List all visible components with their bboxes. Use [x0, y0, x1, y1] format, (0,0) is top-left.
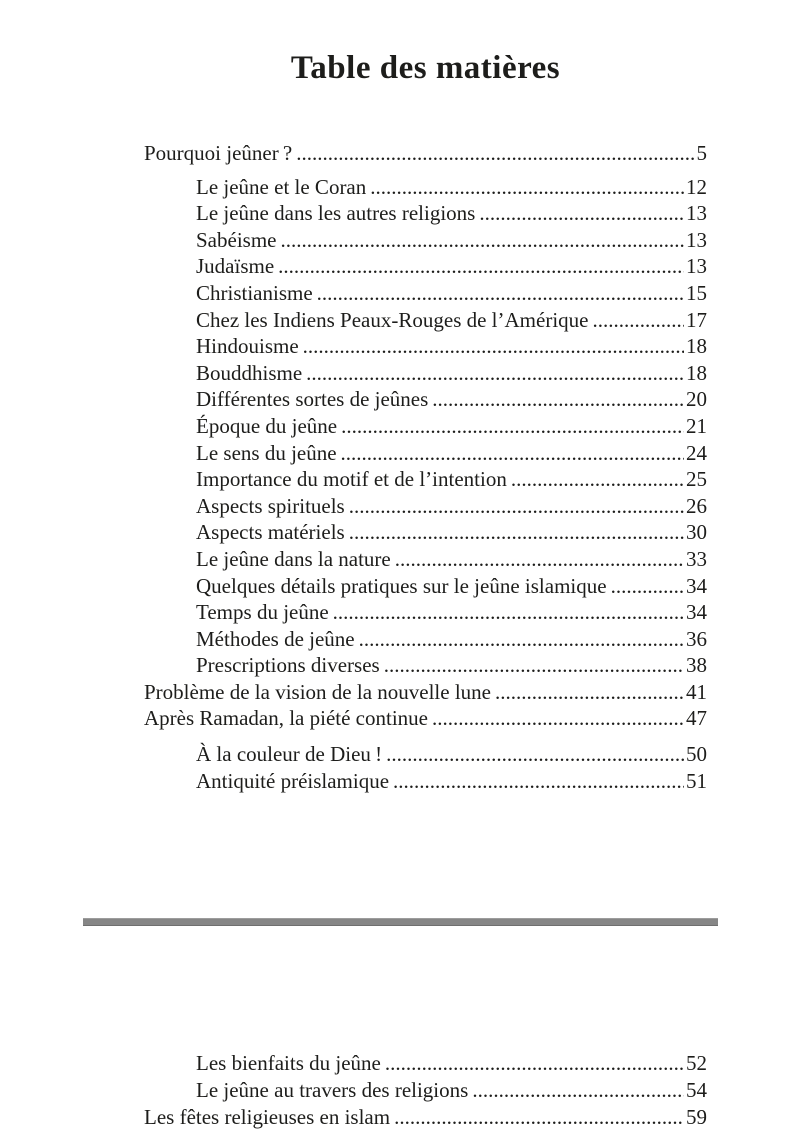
- toc-entry-page: 18: [686, 334, 707, 359]
- toc-entry-label: À la couleur de Dieu !: [196, 742, 383, 767]
- toc-entry-label: Époque du jeûne: [196, 413, 338, 438]
- toc-entry: [144, 360, 707, 387]
- toc-entry-label: Les bienfaits du jeûne: [196, 1051, 381, 1075]
- toc-entry-page: 41: [686, 679, 707, 704]
- dot-leader: [278, 253, 684, 280]
- toc-entry-page: 50: [686, 742, 707, 767]
- dot-leader: [341, 413, 684, 440]
- section-divider: [83, 918, 718, 926]
- toc-entry-label: Quelques détails pratiques sur le jeûne islamique: [196, 573, 607, 598]
- toc-entry: [144, 227, 707, 254]
- toc-entry-page: 13: [686, 254, 707, 279]
- toc-entry: [144, 440, 707, 467]
- toc-entry-page: 54: [686, 1078, 707, 1102]
- toc-entry-label: Le jeûne dans la nature: [196, 546, 391, 571]
- toc-entry-label: Hindouisme: [196, 334, 299, 359]
- toc-entry-page: 59: [686, 1105, 707, 1129]
- toc-entry-label: Le jeûne dans les autres religions: [196, 201, 476, 226]
- toc-entry: [144, 413, 707, 440]
- toc-entry-label: Après Ramadan, la piété continue: [144, 706, 428, 731]
- toc-entry-page: 26: [686, 493, 707, 518]
- toc-entry: [144, 599, 707, 626]
- toc-entry: [144, 307, 707, 334]
- dot-leader: [333, 599, 684, 626]
- toc-entry-page: 25: [686, 467, 707, 492]
- toc-entry-label: Sabéisme: [196, 227, 277, 252]
- dot-leader: [592, 307, 684, 334]
- toc-entry: [144, 253, 707, 280]
- toc-entry: [144, 1104, 707, 1131]
- toc-entry-label: Différentes sortes de jeûnes: [196, 387, 429, 412]
- toc-entry-page: 17: [686, 307, 707, 332]
- dot-leader: [393, 768, 684, 795]
- toc-entry: [144, 573, 707, 600]
- toc-entry-page: 34: [686, 573, 707, 598]
- dot-leader: [317, 280, 684, 307]
- toc-entry-page: 24: [686, 440, 707, 465]
- toc-entry-label: Prescriptions diverses: [196, 653, 380, 678]
- toc-entry-label: Pourquoi jeûner ?: [144, 141, 293, 165]
- dot-leader: [349, 519, 684, 546]
- toc-entry: [144, 200, 707, 227]
- toc-entry: [144, 280, 707, 307]
- dot-leader: [384, 652, 684, 679]
- toc-entry-label: Bouddhisme: [196, 360, 303, 385]
- toc-entry-label: Aspects matériels: [196, 520, 345, 545]
- dot-leader: [386, 741, 684, 768]
- toc-entry: [144, 174, 707, 201]
- toc-entry-label: Le sens du jeûne: [196, 440, 337, 465]
- toc-entry-page: 18: [686, 360, 707, 385]
- toc-entry: [144, 546, 707, 573]
- toc-entry-page: 38: [686, 653, 707, 678]
- dot-leader: [479, 200, 684, 227]
- dot-leader: [303, 333, 684, 360]
- toc-entry-page: 30: [686, 520, 707, 545]
- toc-entry-label: Importance du motif et de l’intention: [196, 467, 507, 492]
- toc-entry-label: Problème de la vision de la nouvelle lune: [144, 679, 491, 704]
- dot-leader: [394, 1104, 684, 1131]
- toc-entry-page: 34: [686, 600, 707, 625]
- toc-entry: [144, 140, 707, 167]
- toc-entry: [144, 741, 707, 768]
- toc-entry: [144, 768, 707, 795]
- toc-entry-label: Le jeûne et le Coran: [196, 174, 367, 199]
- dot-leader: [432, 705, 684, 732]
- toc-entry-page: 21: [686, 413, 707, 438]
- toc-entry-label: Aspects spirituels: [196, 493, 345, 518]
- toc-entry-page: 36: [686, 626, 707, 651]
- toc-entry: [144, 652, 707, 679]
- toc-entry-page: 5: [696, 141, 707, 165]
- toc-entry-label: Antiquité préislamique: [196, 768, 390, 793]
- toc-entry: [144, 679, 707, 706]
- toc-entry: [144, 519, 707, 546]
- dot-leader: [495, 679, 684, 706]
- dot-leader: [341, 440, 684, 467]
- dot-leader: [280, 227, 684, 254]
- toc-entry-page: 13: [686, 201, 707, 226]
- toc-entry: [144, 1050, 707, 1077]
- toc-entry-label: Chez les Indiens Peaux-Rouges de l’Amérique: [196, 307, 589, 332]
- page-title: Table des matières: [290, 50, 561, 86]
- toc-entry: [144, 333, 707, 360]
- dot-leader: [395, 546, 684, 573]
- dot-leader: [359, 626, 684, 653]
- toc-entry: [144, 1077, 707, 1104]
- dot-leader: [511, 466, 684, 493]
- toc-entry: [144, 386, 707, 413]
- toc-entry: [144, 705, 707, 732]
- dot-leader: [370, 174, 684, 201]
- dot-leader: [472, 1077, 684, 1104]
- toc-entry-label: Le jeûne au travers des religions: [196, 1078, 469, 1102]
- dot-leader: [385, 1050, 684, 1077]
- toc-entry-page: 47: [686, 706, 707, 731]
- toc-entry: [144, 493, 707, 520]
- toc-entry-page: 13: [686, 227, 707, 252]
- toc-entry-page: 20: [686, 387, 707, 412]
- toc-entry-label: Méthodes de jeûne: [196, 626, 355, 651]
- dot-leader: [611, 573, 684, 600]
- toc-entry-label: Christianisme: [196, 280, 313, 305]
- toc-entry-page: 15: [686, 280, 707, 305]
- toc-entry: [144, 626, 707, 653]
- toc-entry: [144, 466, 707, 493]
- dot-leader: [349, 493, 684, 520]
- toc-list-bottom: [144, 1050, 707, 1131]
- dot-leader: [306, 360, 684, 387]
- toc-list-top: [144, 140, 707, 794]
- toc-entry-page: 33: [686, 546, 707, 571]
- toc-entry-label: Temps du jeûne: [196, 600, 329, 625]
- dot-leader: [432, 386, 684, 413]
- toc-entry-page: 12: [686, 174, 707, 199]
- dot-leader: [296, 140, 694, 167]
- toc-entry-label: Les fêtes religieuses en islam: [144, 1105, 391, 1129]
- toc-entry-label: Judaïsme: [196, 254, 275, 279]
- toc-entry-page: 52: [686, 1051, 707, 1075]
- toc-entry-page: 51: [686, 768, 707, 793]
